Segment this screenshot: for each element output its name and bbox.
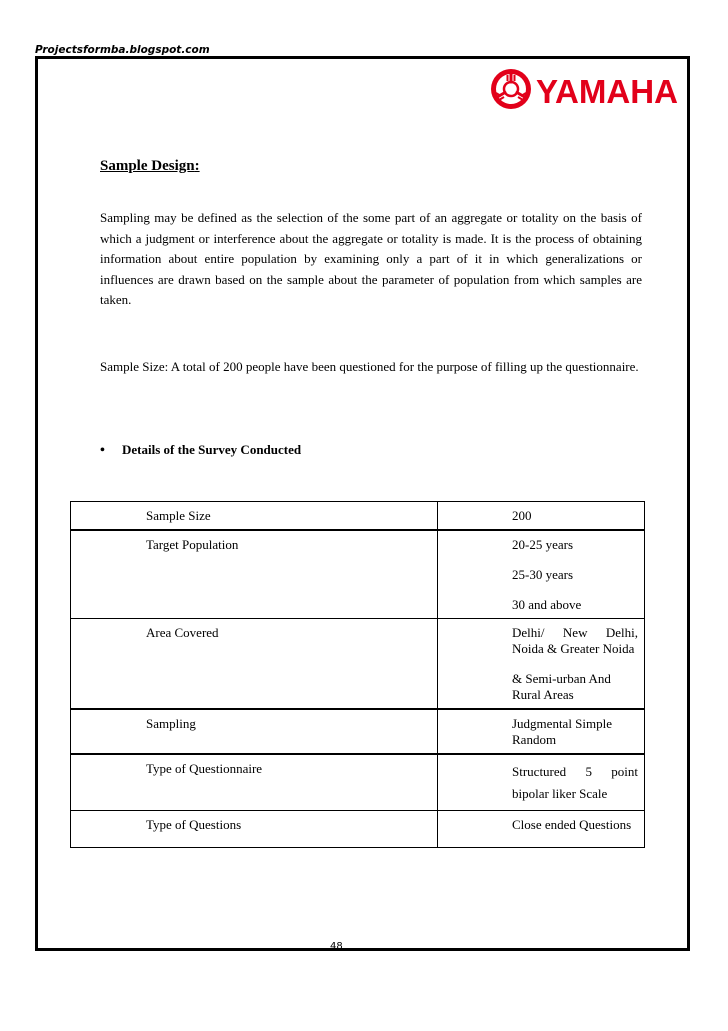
row-value bbox=[438, 619, 645, 710]
section-heading-colon: : bbox=[194, 158, 200, 174]
row-label: Type of Questions bbox=[71, 811, 438, 848]
survey-details-bullet-text: Details of the Survey Conducted bbox=[122, 442, 302, 457]
table-row bbox=[71, 754, 645, 811]
table-row bbox=[71, 619, 645, 710]
survey-details-table bbox=[70, 501, 645, 848]
value-line: 200 bbox=[512, 508, 532, 523]
value-line: Structured 5 point bipolar liker Scale bbox=[512, 764, 638, 801]
value-line: 20-25 years bbox=[512, 537, 574, 552]
row-label: Target Population bbox=[71, 530, 438, 619]
row-value bbox=[438, 754, 645, 811]
header-site-name: Projectsformba.blogspot.com bbox=[35, 44, 210, 56]
row-label: Type of Questionnaire bbox=[71, 754, 438, 811]
sampling-definition-paragraph: Sampling may be defined as the selection of the some part of an aggregate or totality on the basis of which a judgment or interference about the aggregate or totality is made. It is the process of obtaining information about entire population by examining only a part of it in which generalizations or influences are drawn based on the sample about the parameter of population from which samples are taken. bbox=[100, 210, 642, 307]
row-value bbox=[438, 811, 645, 848]
section-heading bbox=[100, 158, 200, 175]
tuning-fork-emblem-icon bbox=[491, 69, 531, 109]
section-heading-text: Sample Design bbox=[100, 158, 195, 174]
table-row bbox=[71, 709, 645, 754]
value-line: Delhi/ New Delhi, Noida & Greater Noida bbox=[512, 625, 638, 656]
page-number: 48 bbox=[330, 941, 343, 952]
row-value bbox=[438, 709, 645, 754]
sample-size-paragraph: Sample Size: A total of 200 people have been questioned for the purpose of filling up the questionnaire. bbox=[100, 359, 639, 374]
value-line: Close ended Questions bbox=[512, 817, 632, 832]
yamaha-logo bbox=[488, 66, 680, 112]
table-row bbox=[71, 530, 645, 619]
value-line: 25-30 years bbox=[512, 567, 574, 582]
row-value bbox=[438, 530, 645, 619]
value-line: Judgmental Simple Random bbox=[512, 716, 613, 747]
value-line: & Semi-urban And Rural Areas bbox=[512, 671, 611, 702]
yamaha-wordmark: YAMAHA bbox=[536, 73, 678, 110]
table-row bbox=[71, 502, 645, 531]
row-label: Sample Size bbox=[71, 502, 438, 531]
table-row bbox=[71, 811, 645, 848]
row-label: Sampling bbox=[71, 709, 438, 754]
bullet-dot-icon: • bbox=[100, 443, 105, 458]
row-label: Area Covered bbox=[71, 619, 438, 710]
survey-details-bullet bbox=[100, 442, 301, 459]
row-value bbox=[438, 502, 645, 531]
value-line: 30 and above bbox=[512, 597, 582, 612]
